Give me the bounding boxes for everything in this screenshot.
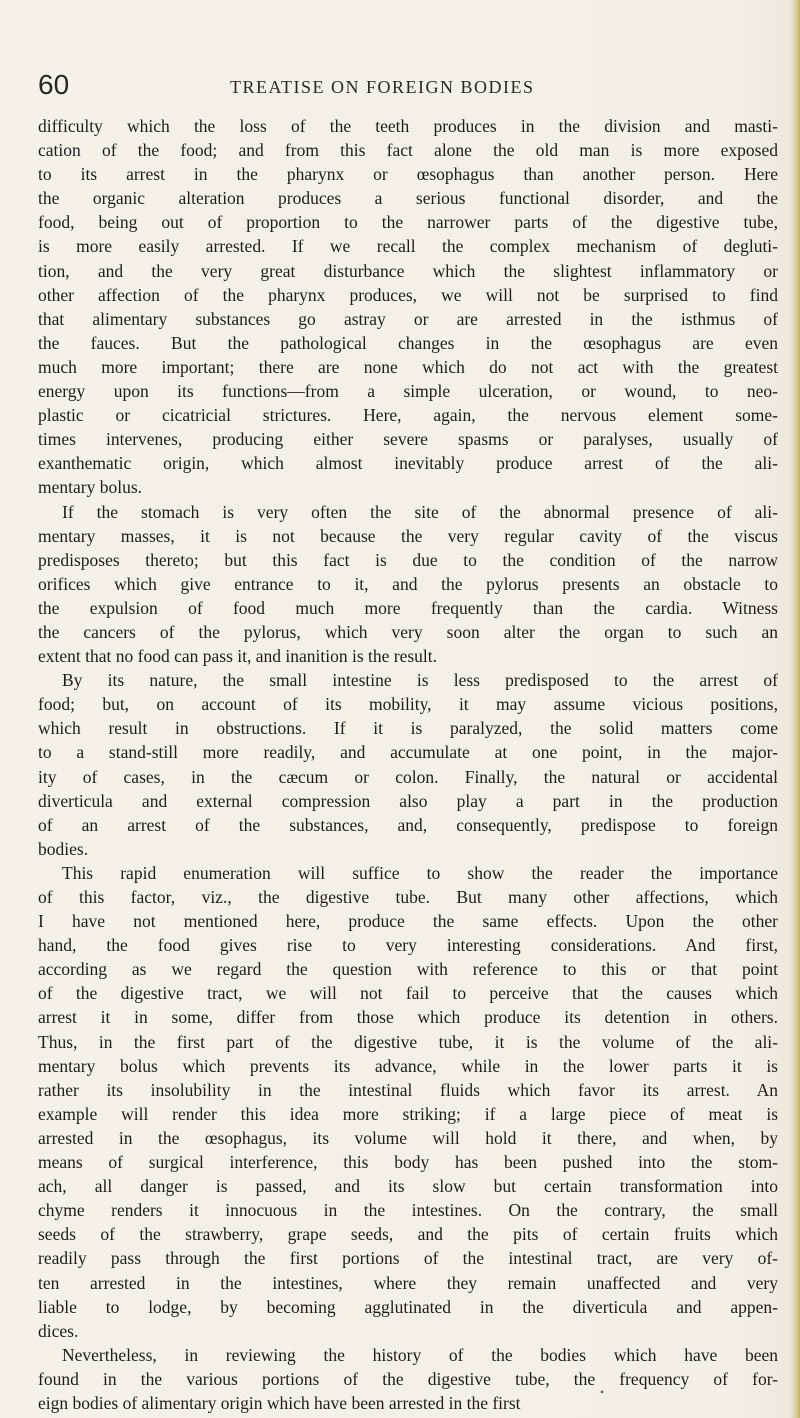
text-line: much more important; there are none which do not act with the greatest xyxy=(38,356,778,377)
text-line: other affection of the pharynx produces, we will not be surprised to find xyxy=(38,284,778,305)
paragraph xyxy=(38,668,778,861)
print-speck-mark: • xyxy=(600,1385,605,1399)
text-line: seeds of the strawberry, grape seeds, and the pits of certain fruits which xyxy=(38,1224,778,1245)
text-line: By its nature, the small intestine is less predisposed to the arrest of xyxy=(62,670,778,691)
text-line: the expulsion of food much more frequently than the cardia. Witness xyxy=(38,597,778,618)
text-line: dices. xyxy=(38,1320,79,1341)
text-line: exanthematic origin, which almost inevitably produce arrest of the ali- xyxy=(38,453,778,474)
paragraph xyxy=(38,1343,778,1415)
page-header xyxy=(38,70,778,104)
text-line: the cancers of the pylorus, which very soon alter the organ to such an xyxy=(38,621,778,642)
text-line: cation of the food; and from this fact alone the old man is more exposed xyxy=(38,140,778,161)
paragraph xyxy=(38,861,778,1343)
paragraph xyxy=(38,114,778,500)
text-line: liable to lodge, by becoming agglutinated in the diverticula and appen- xyxy=(38,1296,778,1317)
text-line: readily pass through the first portions of the intestinal tract, are very of- xyxy=(38,1248,778,1269)
text-line: Thus, in the first part of the digestive tube, it is the volume of the ali- xyxy=(38,1031,778,1052)
text-line: that alimentary substances go astray or are arrested in the isthmus of xyxy=(38,308,778,329)
body-text xyxy=(38,114,778,1415)
text-line: is more easily arrested. If we recall the complex mechanism of degluti- xyxy=(38,236,778,257)
text-line: Nevertheless, in reviewing the history of the bodies which have been xyxy=(62,1344,778,1365)
text-line: of an arrest of the substances, and, consequently, predispose to foreign xyxy=(38,814,778,835)
text-line: to its arrest in the pharynx or œsophagus than another person. Here xyxy=(38,164,778,185)
text-line: to a stand-still more readily, and accumulate at one point, in the major- xyxy=(38,742,778,763)
text-line: example will render this idea more striking; if a large piece of meat is xyxy=(38,1103,778,1124)
text-line: mentary bolus which prevents its advance, while in the lower parts it is xyxy=(38,1055,778,1076)
text-line: ach, all danger is passed, and its slow but certain transformation into xyxy=(38,1176,778,1197)
text-line: according as we regard the question with reference to this or that point xyxy=(38,959,778,980)
text-line: difficulty which the loss of the teeth produces in the division and masti- xyxy=(38,116,778,136)
text-line: eign bodies of alimentary origin which have been arrested in the first xyxy=(38,1392,521,1413)
text-line: of the digestive tract, we will not fail to perceive that the causes which xyxy=(38,983,778,1004)
paragraph xyxy=(38,500,778,669)
text-line: hand, the food gives rise to very interesting considerations. And first, xyxy=(38,935,778,956)
text-line: chyme renders it innocuous in the intestines. On the contrary, the small xyxy=(38,1200,778,1221)
running-title: TREATISE ON FOREIGN BODIES xyxy=(230,77,535,97)
text-line: found in the various portions of the digestive tube, the frequency of for- xyxy=(38,1368,778,1389)
text-line: times intervenes, producing either severe spasms or paralyses, usually of xyxy=(38,429,778,450)
text-line: mentary masses, it is not because the very regular cavity of the viscus xyxy=(38,525,778,546)
text-line: rather its insolubility in the intestinal fluids which favor its arrest. An xyxy=(38,1079,778,1100)
page-edge xyxy=(790,0,800,1418)
text-line: the organic alteration produces a serious functional disorder, and the xyxy=(38,188,778,209)
text-line: ten arrested in the intestines, where they remain unaffected and very xyxy=(38,1272,778,1293)
text-line: If the stomach is very often the site of the abnormal presence of ali- xyxy=(62,501,778,522)
text-line: predisposes thereto; but this fact is due to the condition of the narrow xyxy=(38,549,778,570)
text-line: food; but, on account of its mobility, it may assume vicious positions, xyxy=(38,694,778,715)
text-line: bodies. xyxy=(38,838,89,859)
text-line: tion, and the very great disturbance which the slightest inflammatory or xyxy=(38,260,778,281)
text-line: mentary bolus. xyxy=(38,477,143,498)
text-line: of this factor, viz., the digestive tube. But many other affections, which xyxy=(38,887,778,907)
text-line: which result in obstructions. If it is paralyzed, the solid matters come xyxy=(38,718,778,739)
text-line: means of surgical interference, this body has been pushed into the stom- xyxy=(38,1152,778,1173)
text-line: plastic or cicatricial strictures. Here, again, the nervous element some- xyxy=(38,405,778,426)
text-line: orifices which give entrance to it, and the pylorus presents an obstacle to xyxy=(38,573,778,594)
text-line: I have not mentioned here, produce the same effects. Upon the other xyxy=(38,911,778,932)
text-line: energy upon its functions—from a simple ulceration, or wound, to neo- xyxy=(38,381,778,402)
text-line: This rapid enumeration will suffice to show the reader the importance xyxy=(62,862,778,883)
text-line: arrest it in some, differ from those which produce its detention in others. xyxy=(38,1007,778,1028)
text-line: ity of cases, in the cæcum or colon. Finally, the natural or accidental xyxy=(38,766,778,787)
text-line: food, being out of proportion to the narrower parts of the digestive tube, xyxy=(38,212,778,233)
text-line: diverticula and external compression also play a part in the production xyxy=(38,790,778,811)
text-line: the fauces. But the pathological changes in the œsophagus are even xyxy=(38,332,778,353)
page-number: 60 xyxy=(38,69,70,100)
text-line: arrested in the œsophagus, its volume will hold it there, and when, by xyxy=(38,1127,778,1148)
text-line: extent that no food can pass it, and inanition is the result. xyxy=(38,646,438,667)
